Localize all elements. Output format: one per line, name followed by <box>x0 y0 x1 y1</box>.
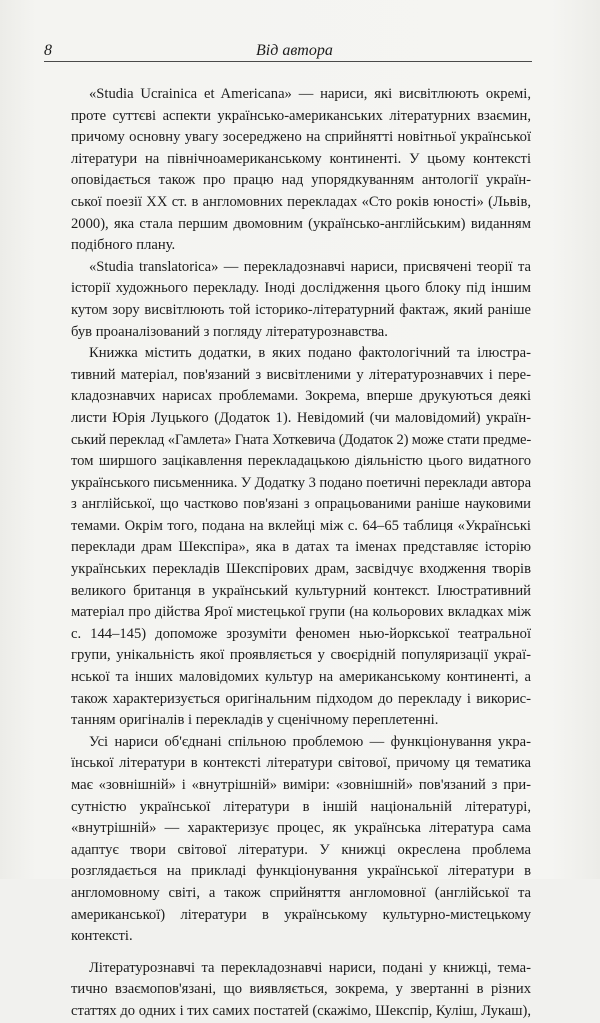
text-line: ської поезії XX ст. в англомовних перекладах «Сто років юності» (Львів, <box>71 193 531 210</box>
paragraph-studia-ucrainica <box>71 84 531 257</box>
text-line: має «зовнішній» і «внутрішній» виміри: «зовнішній» пов'язаний з при- <box>71 777 531 793</box>
paragraph-studia-translatorica <box>71 257 531 343</box>
text-line: сутністю української літератури в іншій національній літературі, <box>71 798 531 815</box>
text-line: з англійської, що частково пов'язані з опрацьованими раніше науковими <box>71 496 531 513</box>
text-line: кладознавчих нарисах проблемами. Зокрема, вперше друкуються деякі <box>71 388 531 405</box>
text-line: ський переклад «Гамлета» Гната Хоткевича (Додаток 2) може стати предме- <box>71 431 531 448</box>
text-line: Книжка містить додатки, в яких подано фактологічний та ілюстра- <box>89 345 531 362</box>
text-line: оповідається також про працю над упорядкуванням антології україн- <box>71 172 531 189</box>
text-line: літератури на північноамериканському континенті. У цьому контексті <box>71 150 531 167</box>
text-line: нської та інших маловідомих культур на американському континенті, а <box>71 669 531 686</box>
text-line: їнської літератури в контексті літератури світової, причому ця тематика <box>71 755 531 772</box>
body-text <box>71 84 531 1023</box>
paragraph-common-problem <box>71 732 531 948</box>
page-header <box>44 40 532 64</box>
text-line: «внутрішній» — характеризує процес, як українська література сама <box>71 820 531 837</box>
text-line: подібного плану. <box>71 237 176 254</box>
text-line: «Studia translatorica» — перекладознавчі нариси, присвячені теорії та <box>89 258 531 275</box>
text-line: проте суттєві аспекти українсько-американських літературних взаємин, <box>71 107 531 124</box>
text-line: причому основну увагу зосереджено на сприйнятті новітньої української <box>71 129 531 146</box>
text-line: с. 144–145) допоможе зрозуміти феномен нью-йоркської театральної <box>71 625 531 642</box>
header-rule <box>44 61 532 62</box>
text-line: групи, унікальність якої проявляється у своєрідній популяризації украї- <box>71 647 531 664</box>
text-line: листи Юрія Луцького (Додаток 1). Невідомий (чи маловідомий) україн- <box>71 409 531 426</box>
text-line: був проаналізований з погляду літературознавства. <box>71 323 388 340</box>
text-line: американської) літератури в українському культурно-мистецькому <box>71 906 531 923</box>
text-line: кутом зору висвітлюють той історико-літературний фактаж, який раніше <box>71 301 531 318</box>
running-head: Від автора <box>256 42 333 59</box>
text-line: танням оригіналів і перекладів у сценічному переплетенні. <box>71 712 439 729</box>
text-line: тично взаємопов'язані, що виявляється, зокрема, у звертанні в різних <box>71 981 531 998</box>
text-line: матеріал про дійства Ярої мистецької групи (на кольорових вкладках між <box>71 604 531 621</box>
text-line: Усі нариси об'єднані спільною проблемою — функціонування укра- <box>89 733 531 750</box>
text-line: українських перекладів Шекспірових драм, засвідчує входження творів <box>71 561 531 578</box>
text-line: статтях до одних і тих самих постатей (скажімо, Шекспір, Куліш, Лукаш), <box>71 1002 531 1019</box>
text-line: тивний матеріал, пов'язаний з висвітленими у літературознавчих і пере- <box>71 366 531 383</box>
page-number: 8 <box>44 42 52 59</box>
text-line: том ширшого зацікавлення перекладацькою діяльністю цього видатного <box>71 453 531 470</box>
text-line: розглядається на прикладі функціонування української літератури в <box>71 863 531 880</box>
text-line: великого британця в український культурний контекст. Ілюстративний <box>71 582 531 599</box>
text-line: 2000), яка стала першим двомовним (українсько-англійським) виданням <box>71 215 531 232</box>
text-line: англомовному світі, а також сприйняття англомовної (англійської та <box>71 884 531 901</box>
text-line: Літературознавчі та перекладознавчі нариси, подані у книжці, тема- <box>89 959 531 976</box>
text-line: українського письменника. У Додатку 3 подано поетичні переклади автора <box>71 474 531 491</box>
text-line: темами. Окрім того, подана на вклейці між с. 64–65 таблиця «Українські <box>71 517 531 534</box>
text-line: контексті. <box>71 928 133 945</box>
text-line: історії художнього перекладу. Іноді дослідження цього блоку під іншим <box>71 280 531 297</box>
paragraph-interrelated-essays <box>71 958 531 1023</box>
text-line: переклади драм Шекспіра», яка в датах та іменах представляє історію <box>71 539 531 556</box>
text-line: «Studia Ucrainica et Americana» — нариси, які висвітлюють окремі, <box>89 86 531 102</box>
text-line: адаптує твори світової літератури. У книжці окреслена проблема <box>71 841 531 858</box>
text-line: також характеризується оригінальним підходом до перекладу і викорис- <box>71 690 531 707</box>
paragraph-appendices <box>71 343 531 732</box>
